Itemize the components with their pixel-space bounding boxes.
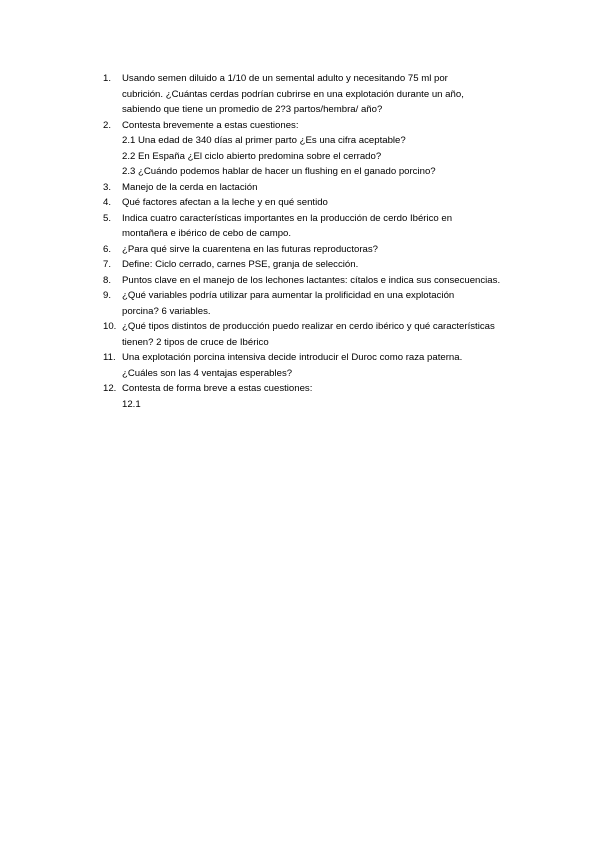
- question-line: Una explotación porcina intensiva decide introducir el Duroc como raza paterna.: [122, 352, 463, 363]
- question-line: montañera e ibérico de cebo de campo.: [122, 228, 292, 239]
- question-text: [122, 288, 543, 319]
- question-number: 2.: [103, 119, 112, 131]
- question-item: [103, 381, 543, 412]
- question-number: 6.: [103, 243, 112, 255]
- question-item: [103, 257, 543, 273]
- question-text: [122, 350, 543, 381]
- question-line: Usando semen diluido a 1/10 de un semental adulto y necesitando 75 ml por: [122, 73, 448, 84]
- question-number: 3.: [103, 181, 112, 193]
- question-number: 7.: [103, 259, 112, 270]
- question-item: [103, 195, 543, 211]
- question-item: [103, 118, 543, 180]
- question-line: Qué factores afectan a la leche y en qué sentido: [122, 197, 328, 208]
- question-text: [122, 273, 543, 289]
- question-item: [103, 350, 543, 381]
- question-line: tienen? 2 tipos de cruce de Ibérico: [122, 336, 269, 348]
- question-line: 2.1 Una edad de 340 días al primer parto ¿Es una cifra aceptable?: [122, 135, 406, 146]
- question-text: [122, 381, 543, 412]
- question-text: [122, 195, 543, 211]
- question-text: [122, 257, 543, 273]
- question-line: 2.3 ¿Cuándo podemos hablar de hacer un flushing en el ganado porcino?: [122, 166, 436, 177]
- question-line: Contesta de forma breve a estas cuestiones:: [122, 383, 313, 394]
- question-number: 11.: [103, 352, 116, 363]
- question-text: [122, 211, 543, 242]
- question-number: 5.: [103, 212, 112, 224]
- question-number: 10.: [103, 321, 117, 332]
- question-number: 1.: [103, 73, 112, 84]
- question-text: [122, 319, 543, 350]
- question-item: [103, 211, 543, 242]
- question-number: 8.: [103, 274, 112, 286]
- question-number: 9.: [103, 290, 112, 301]
- question-line: ¿Qué tipos distintos de producción puedo realizar en cerdo ibérico y qué características: [122, 321, 495, 332]
- question-item: [103, 288, 543, 319]
- question-text: [122, 180, 543, 196]
- question-line: Contesta brevemente a estas cuestiones:: [122, 119, 299, 131]
- question-line: ¿Qué variables podría utilizar para aumentar la prolificidad en una explotación: [122, 290, 455, 301]
- question-text: [122, 71, 543, 118]
- question-number: 12.: [103, 383, 117, 394]
- question-line: sabiendo que tiene un promedio de 2?3 partos/hembra/ año?: [122, 104, 383, 115]
- question-line: ¿Cuáles son las 4 ventajas esperables?: [122, 367, 293, 379]
- question-line: cubrición. ¿Cuántas cerdas podrían cubrirse en una explotación durante un año,: [122, 88, 464, 100]
- question-item: [103, 273, 543, 289]
- question-line: Define: Ciclo cerrado, carnes PSE, granja de selección.: [122, 259, 359, 270]
- question-text: [122, 118, 543, 180]
- question-line: porcina? 6 variables.: [122, 305, 211, 317]
- question-number: 4.: [103, 197, 112, 208]
- question-list: [103, 71, 543, 412]
- question-item: [103, 71, 543, 118]
- question-line: 2.2 En España ¿El ciclo abierto predomina sobre el cerrado?: [122, 150, 382, 162]
- question-line: 12.1: [122, 398, 141, 410]
- question-item: [103, 319, 543, 350]
- question-line: Manejo de la cerda en lactación: [122, 181, 258, 193]
- question-line: Indica cuatro características importantes en la producción de cerdo Ibérico en: [122, 212, 453, 224]
- question-line: Puntos clave en el manejo de los lechones lactantes: cítalos e indica sus consecuencias.: [122, 274, 501, 286]
- question-item: [103, 180, 543, 196]
- question-line: ¿Para qué sirve la cuarentena en las futuras reproductoras?: [122, 243, 378, 255]
- question-item: [103, 242, 543, 258]
- question-text: [122, 242, 543, 258]
